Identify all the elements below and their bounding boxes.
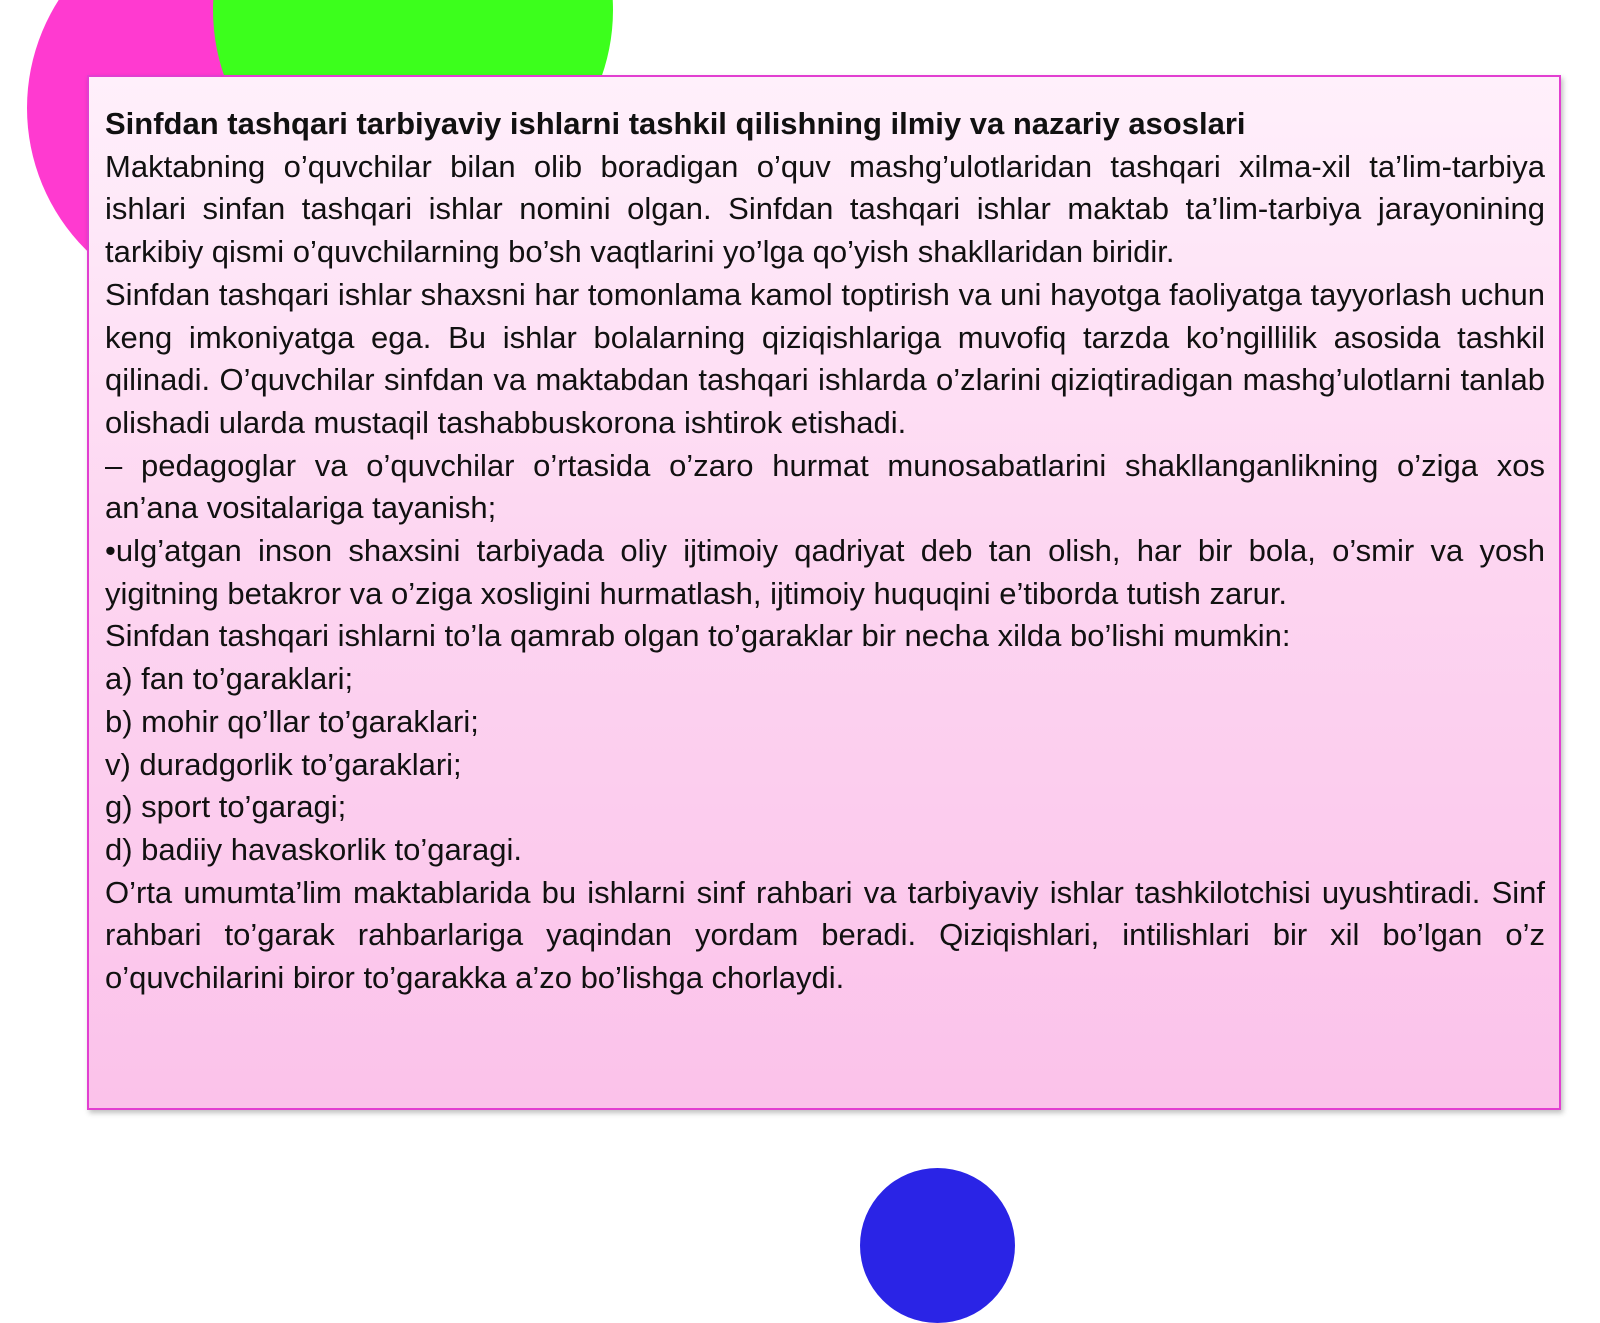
paragraph-bullet-item: •ulg’atgan inson shaxsini tarbiyada oliy ijtimoiy qadriyat deb tan olish, har bir bola, o’smir va yosh yigitning betakror va o’ziga xosligini hurmatlash, ijtimoiy huquqini e’tiborda tutish zarur. <box>105 533 1545 611</box>
paragraph-closing: O’rta umumta’lim maktablarida bu ishlarni sinf rahbari va tarbiyaviy ishlar tashkilotchisi uyushtiradi. Sinf rahbari to’garak rahbarlariga yaqindan yordam beradi. Qiziqishlari, intilishlari bir xil bo’lgan o’z o’quvchilarini biror to’garakka a’zo bo’lishga chorlaydi. <box>105 874 1545 996</box>
paragraph-clubs-intro: Sinfdan tashqari ishlarni to’la qamrab olgan to’garaklar bir necha xilda bo’lishi mumkin: <box>105 618 1291 654</box>
list-item: b) mohir qo’llar to’garaklari; <box>105 703 479 739</box>
paragraph-dash-item: – pedagoglar va o’quvchilar o’rtasida o’zaro hurmat munosabatlarini shakllanganlikning o’ziga xos an’ana vositalariga tayanish; <box>105 447 1545 526</box>
content-text-box <box>87 75 1561 1110</box>
list-item: g) sport to’garagi; <box>105 789 347 825</box>
paragraph-intro: Maktabning o’quvchilar bilan olib boradigan o’quv mashg’ulotlaridan tashqari xilma-xil ta’lim-tarbiya ishlari sinfan tashqari ishlar nomini olgan. Sinfdan tashqari ishlar maktab ta’lim-tarbiya jarayonining tarkibiy qismi o’quvchilarning bo’sh vaqtlarini yo’lga qo’yish shakllaridan biridir. <box>105 148 1545 270</box>
list-item: a) fan to’garaklari; <box>105 661 354 697</box>
paragraph-extracurricular: Sinfdan tashqari ishlar shaxsni har tomonlama kamol toptirish va uni hayotga faoliyatga tayyorlash uchun keng imkoniyatga ega. Bu ishlar bolalarning qiziqishlariga muvofiq tarzda ko’ngillilik asosida tashkil qilinadi. O’quvchilar sinfdan va maktabdan tashqari ishlarda o’zlarini qiziqtiradigan mashg’ulotlarni tanlab olishadi ularda mustaqil tashabbuskorona ishtirok etishadi. <box>105 276 1545 440</box>
decorative-blue-circle <box>860 1168 1015 1323</box>
list-item: d) badiiy havaskorlik to’garagi. <box>105 831 522 867</box>
document-title: Sinfdan tashqari tarbiyaviy ishlarni tashkil qilishning ilmiy va nazariy asoslari <box>105 106 1246 141</box>
list-item: v) duradgorlik to’garaklari; <box>105 746 462 782</box>
